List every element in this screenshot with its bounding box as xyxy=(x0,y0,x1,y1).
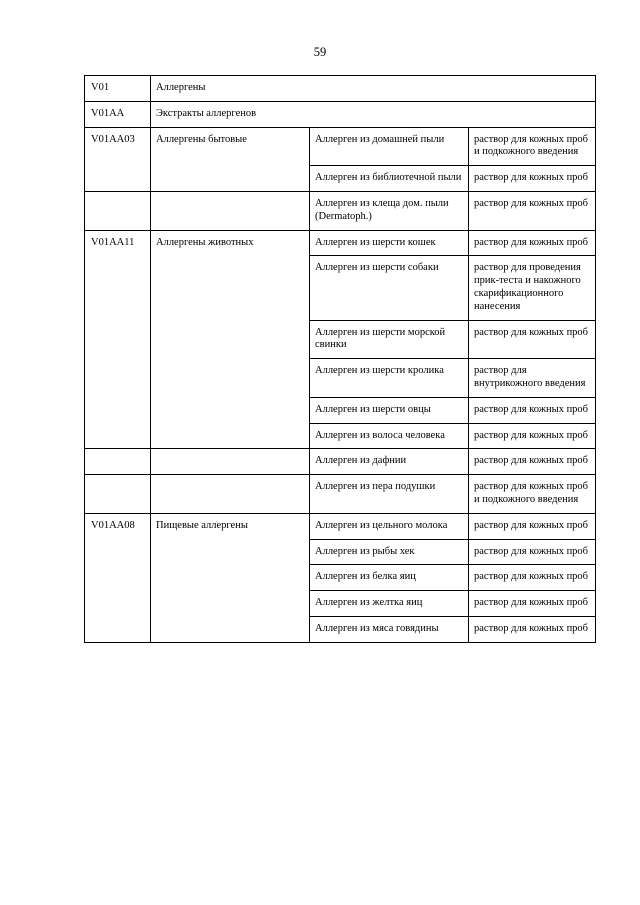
drug-name-cell: Аллерген из мяса говядины xyxy=(310,616,469,642)
drug-name-cell: Аллерген из шерсти кролика xyxy=(310,359,469,398)
table-row xyxy=(85,101,596,127)
atc-code-cell xyxy=(85,449,151,475)
dosage-form-cell: раствор для кожных проб xyxy=(469,616,596,642)
dosage-form-cell: раствор для кожных проб xyxy=(469,449,596,475)
drug-name-cell: Аллерген из домашней пыли xyxy=(310,127,469,166)
atc-code-cell: V01AA xyxy=(85,101,151,127)
table-row xyxy=(85,513,596,539)
dosage-form-cell: раствор для кожных проб xyxy=(469,230,596,256)
atc-group-name-cell xyxy=(151,449,310,475)
dosage-form-cell: раствор для кожных проб xyxy=(469,166,596,192)
dosage-form-cell: раствор для кожных проб xyxy=(469,320,596,359)
atc-name-cell: Экстракты аллергенов xyxy=(151,101,596,127)
dosage-form-cell: раствор для кожных проб и подкожного введения xyxy=(469,127,596,166)
drug-name-cell: Аллерген из дафнии xyxy=(310,449,469,475)
table-row xyxy=(85,191,596,230)
drug-name-cell: Аллерген из клеща дом. пыли (Dermatoph.) xyxy=(310,191,469,230)
atc-group-name-cell xyxy=(151,191,310,230)
atc-code-cell xyxy=(85,191,151,230)
drug-name-cell: Аллерген из шерсти кошек xyxy=(310,230,469,256)
allergen-table xyxy=(84,75,596,643)
atc-group-name-cell xyxy=(151,475,310,514)
drug-name-cell: Аллерген из шерсти собаки xyxy=(310,256,469,320)
atc-name-cell: Аллергены xyxy=(151,76,596,102)
dosage-form-cell: раствор для кожных проб xyxy=(469,191,596,230)
dosage-form-cell: раствор для кожных проб xyxy=(469,513,596,539)
atc-group-name-cell: Аллергены бытовые xyxy=(151,127,310,191)
page-number: 59 xyxy=(313,45,327,59)
atc-code-cell: V01 xyxy=(85,76,151,102)
table-row xyxy=(85,230,596,256)
dosage-form-cell: раствор для кожных проб и подкожного введения xyxy=(469,475,596,514)
table-row xyxy=(85,76,596,102)
drug-name-cell: Аллерген из рыбы хек xyxy=(310,539,469,565)
atc-code-cell: V01AA11 xyxy=(85,230,151,449)
drug-name-cell: Аллерген из библиотечной пыли xyxy=(310,166,469,192)
dosage-form-cell: раствор для кожных проб xyxy=(469,423,596,449)
atc-code-cell xyxy=(85,475,151,514)
dosage-form-cell: раствор для кожных проб xyxy=(469,591,596,617)
dosage-form-cell: раствор для внутрикожного введения xyxy=(469,359,596,398)
atc-code-cell: V01AA03 xyxy=(85,127,151,191)
table-row xyxy=(85,127,596,166)
table-row xyxy=(85,475,596,514)
drug-name-cell: Аллерген из шерсти овцы xyxy=(310,397,469,423)
table-row xyxy=(85,449,596,475)
atc-group-name-cell: Пищевые аллергены xyxy=(151,513,310,642)
atc-code-cell: V01AA08 xyxy=(85,513,151,642)
drug-name-cell: Аллерген из цельного молока xyxy=(310,513,469,539)
drug-name-cell: Аллерген из пера подушки xyxy=(310,475,469,514)
drug-name-cell: Аллерген из желтка яиц xyxy=(310,591,469,617)
drug-name-cell: Аллерген из волоса человека xyxy=(310,423,469,449)
dosage-form-cell: раствор для кожных проб xyxy=(469,565,596,591)
dosage-form-cell: раствор для проведения прик-теста и накожного скарификационного нанесения xyxy=(469,256,596,320)
dosage-form-cell: раствор для кожных проб xyxy=(469,539,596,565)
atc-group-name-cell: Аллергены животных xyxy=(151,230,310,449)
dosage-form-cell: раствор для кожных проб xyxy=(469,397,596,423)
drug-name-cell: Аллерген из белка яиц xyxy=(310,565,469,591)
drug-name-cell: Аллерген из шерсти морской свинки xyxy=(310,320,469,359)
